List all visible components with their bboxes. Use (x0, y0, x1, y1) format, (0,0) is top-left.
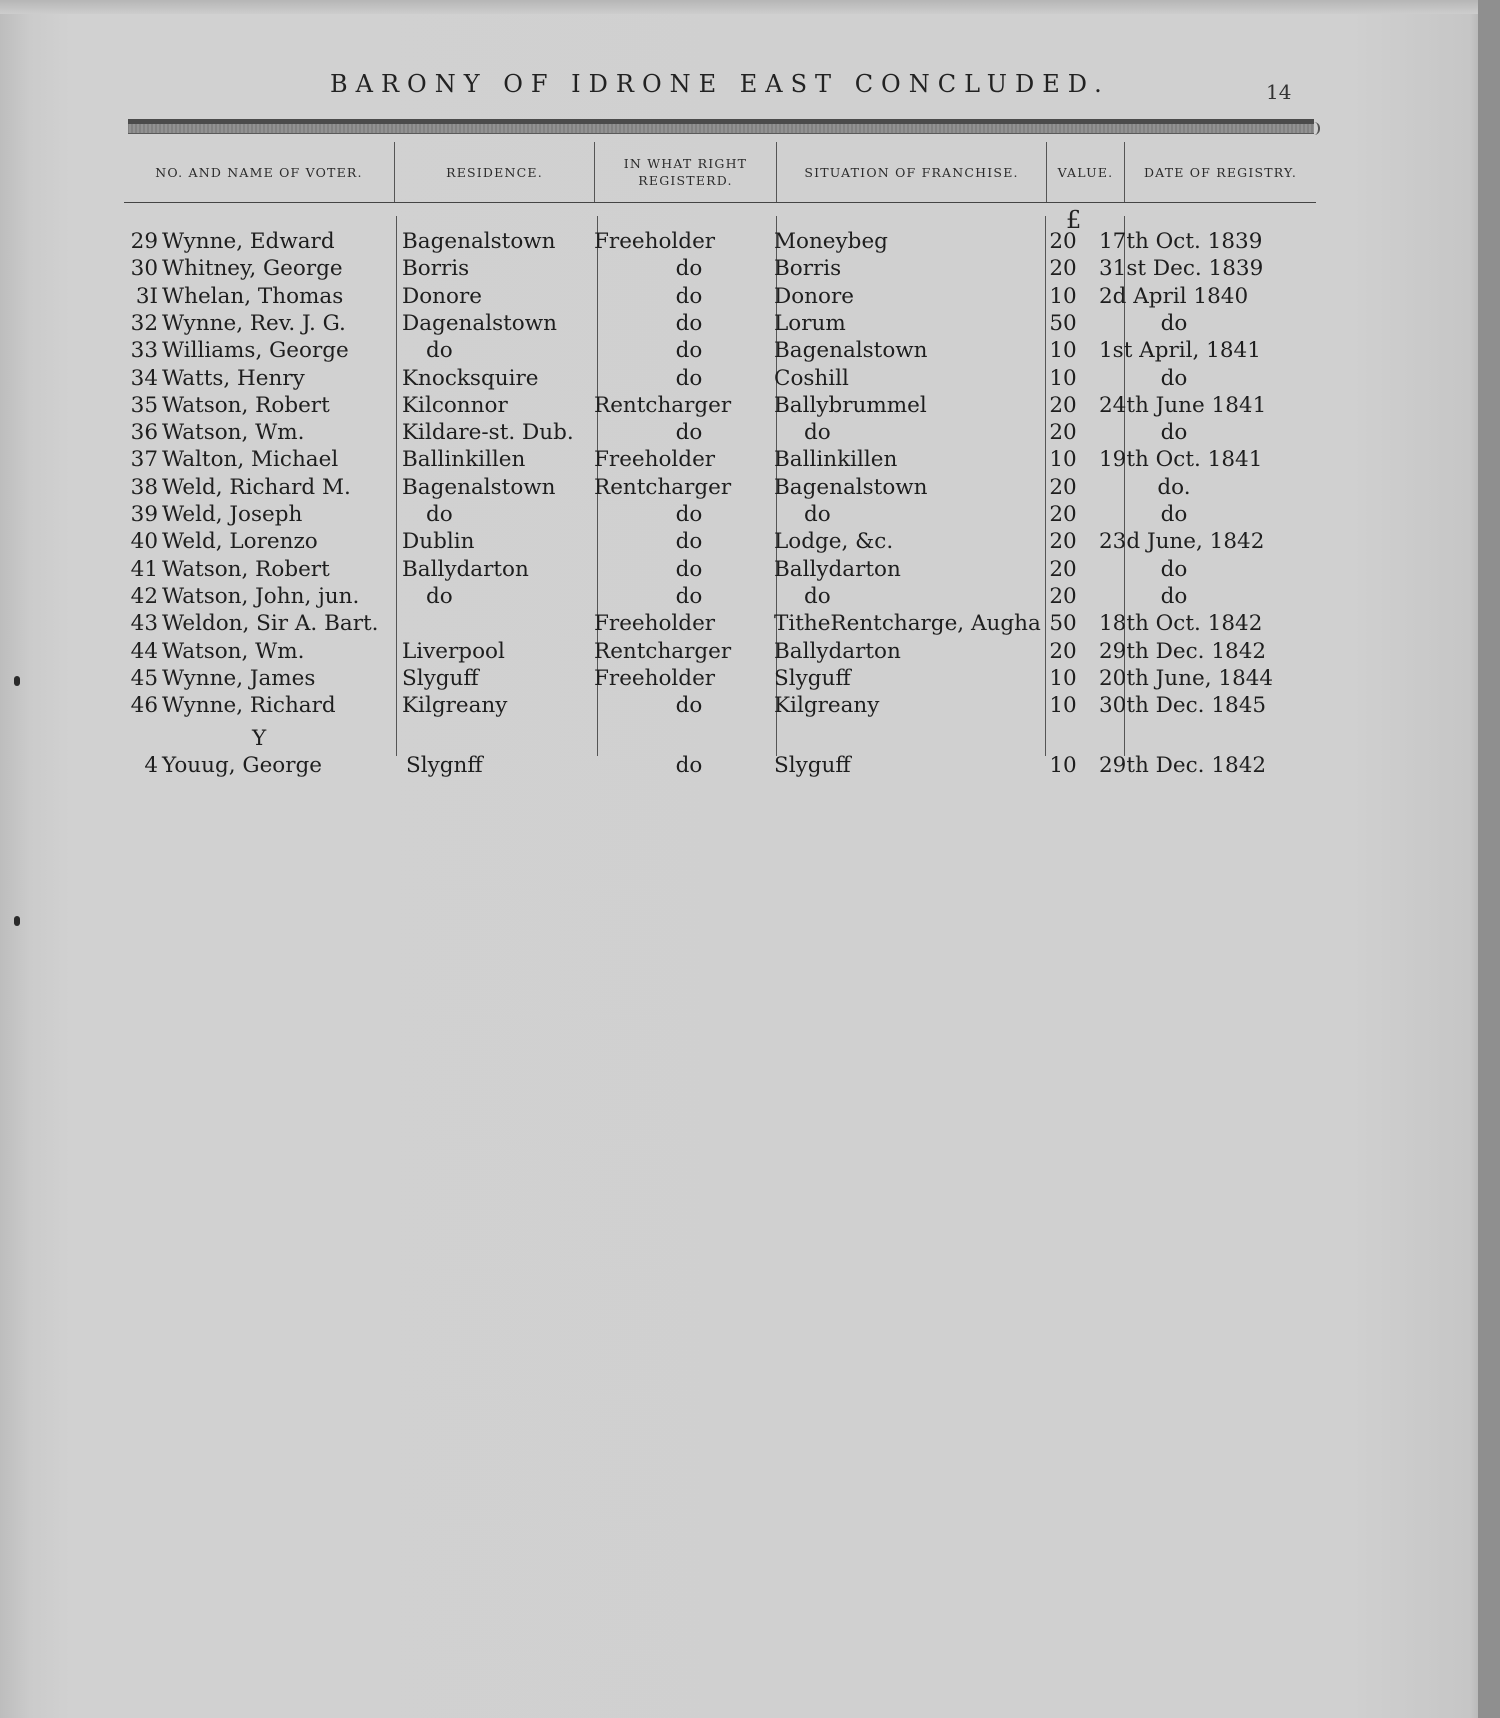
voter-name: Weld, Richard M. (162, 474, 351, 500)
residence: Kilconnor (402, 392, 508, 418)
table-row (124, 310, 1316, 337)
registry-date: 24th June 1841 (1099, 392, 1267, 418)
registration-right: do (675, 310, 703, 336)
registration-right: do (675, 583, 703, 609)
franchise-situation: Bagenalstown (774, 338, 928, 364)
franchise-value: 20 (1049, 256, 1077, 282)
voter-name: Wynne, James (162, 665, 316, 691)
voter-name: Watson, Wm. (162, 638, 305, 664)
registry-date: do (1160, 420, 1188, 446)
table-row (124, 337, 1316, 364)
residence: Ballydarton (402, 556, 529, 582)
residence: Dagenalstown (402, 310, 557, 336)
residence: do (426, 338, 453, 364)
table-row (124, 692, 1316, 719)
column-header-right-line2: REGISTERD. (638, 173, 733, 188)
registry-date: 1st April, 1841 (1099, 338, 1261, 364)
franchise-value: 20 (1049, 392, 1077, 418)
table-row (124, 474, 1316, 501)
registry-date: 19th Oct. 1841 (1099, 447, 1263, 473)
registration-right: Rentcharger (594, 474, 732, 500)
registration-right: Freeholder (594, 665, 716, 691)
franchise-value: 50 (1049, 310, 1077, 336)
registry-date: 29th Dec. 1842 (1099, 753, 1267, 778)
residence: Kildare-st. Dub. (402, 420, 574, 446)
registration-right: do (675, 283, 703, 309)
registry-date: do (1160, 556, 1188, 582)
franchise-value: 10 (1049, 365, 1077, 391)
voter-number: 46 (130, 693, 158, 719)
franchise-situation: TitheRentcharge, Augha (774, 611, 1041, 637)
voter-name: Weld, Joseph (162, 502, 303, 527)
residence: Dublin (402, 529, 475, 555)
voter-name: Watts, Henry (162, 365, 305, 391)
table-row (124, 752, 1316, 779)
binding-hole-mark (14, 916, 20, 926)
residence: Liverpool (402, 638, 505, 664)
voter-number: 34 (130, 365, 158, 391)
voter-name: Weld, Lorenzo (162, 529, 318, 555)
franchise-value: 20 (1049, 502, 1077, 527)
voter-number: 45 (130, 665, 158, 691)
franchise-situation: Donore (774, 283, 854, 309)
voter-name: Watson, Robert (162, 556, 330, 582)
franchise-situation: Lorum (774, 310, 846, 336)
table-row (124, 283, 1316, 310)
registry-date: 30th Dec. 1845 (1099, 693, 1267, 719)
voter-name: Watson, John, jun. (162, 583, 360, 609)
registry-date: 29th Dec. 1842 (1099, 638, 1267, 664)
residence: Borris (402, 256, 470, 282)
column-header-date: DATE OF REGISTRY. (1124, 142, 1316, 202)
franchise-situation: Kilgreany (774, 693, 880, 719)
voter-name: Watson, Wm. (162, 420, 305, 446)
voter-name: Walton, Michael (162, 447, 339, 473)
voter-name: Williams, George (162, 338, 349, 364)
column-header-situation: SITUATION OF FRANCHISE. (776, 142, 1046, 202)
voter-number: 33 (130, 338, 158, 364)
column-header-residence: RESIDENCE. (394, 142, 594, 202)
franchise-situation: Ballinkillen (774, 447, 898, 473)
registry-date: do (1160, 310, 1188, 336)
table-row (124, 638, 1316, 665)
table-row (124, 610, 1316, 637)
voter-name: Whelan, Thomas (162, 283, 344, 309)
table-row (124, 501, 1316, 528)
voter-number: 29 (130, 229, 158, 254)
franchise-value: 10 (1049, 693, 1077, 719)
page-right-edge (1478, 0, 1500, 1718)
registration-right: do (675, 256, 703, 282)
section-letter-row (124, 725, 1316, 752)
column-header-value: VALUE. (1046, 142, 1124, 202)
registry-date: 31st Dec. 1839 (1099, 256, 1264, 282)
table-row (124, 392, 1316, 419)
column-header-right-line1: IN WHAT RIGHT (623, 156, 748, 171)
voter-number: 41 (130, 556, 158, 582)
voter-name: Whitney, George (162, 256, 343, 282)
page-top-edge (0, 0, 1478, 14)
section-letter: Y (252, 726, 267, 751)
voter-number: 43 (130, 611, 158, 637)
franchise-situation: do (804, 583, 831, 609)
residence: Knocksquire (402, 365, 539, 391)
currency-unit: £ (1066, 206, 1082, 234)
table-row (124, 419, 1316, 446)
voter-name: Wynne, Edward (162, 229, 335, 254)
voter-number: 32 (130, 310, 158, 336)
franchise-situation: Ballydarton (774, 556, 901, 582)
registry-date: 20th June, 1844 (1099, 665, 1274, 691)
registration-right: do (675, 365, 703, 391)
voter-table (124, 206, 1316, 788)
residence: Slyguff (402, 665, 479, 691)
column-header-right (594, 142, 776, 202)
registration-right: Rentcharger (594, 392, 732, 418)
registry-date: 17th Oct. 1839 (1099, 229, 1263, 254)
voter-number: 44 (130, 638, 158, 664)
voter-number: 38 (130, 474, 158, 500)
voter-number: 42 (130, 583, 158, 609)
registration-right: do (675, 753, 703, 778)
franchise-value: 20 (1049, 229, 1077, 254)
table-row (124, 228, 1316, 255)
title-rule (128, 119, 1314, 134)
voter-number: 3I (135, 283, 158, 309)
registration-right: do (675, 693, 703, 719)
voter-name: Wynne, Rev. J. G. (162, 310, 346, 336)
voter-name: Watson, Robert (162, 392, 330, 418)
table-row (124, 665, 1316, 692)
franchise-situation: do (804, 502, 831, 527)
page-title: BARONY OF IDRONE EAST CONCLUDED. (330, 70, 1110, 98)
table-row (124, 446, 1316, 473)
registration-right: do (675, 556, 703, 582)
voter-number: 37 (130, 447, 158, 473)
registration-right: Rentcharger (594, 638, 732, 664)
franchise-situation: do (804, 420, 831, 446)
registration-right: do (675, 420, 703, 446)
franchise-value: 20 (1049, 420, 1077, 446)
table-row (124, 365, 1316, 392)
residence: do (426, 502, 453, 527)
franchise-situation: Ballybrummel (774, 392, 927, 418)
residence: Ballinkillen (402, 447, 526, 473)
franchise-situation: Borris (774, 256, 842, 282)
franchise-value: 10 (1049, 447, 1077, 473)
registration-right: Freeholder (594, 447, 716, 473)
registry-date: do (1160, 365, 1188, 391)
franchise-value: 10 (1049, 753, 1077, 778)
page-number: 14 (1266, 80, 1292, 104)
franchise-situation: Bagenalstown (774, 474, 928, 500)
franchise-value: 10 (1049, 283, 1077, 309)
franchise-value: 20 (1049, 529, 1077, 555)
registration-right: Freeholder (594, 611, 716, 637)
franchise-situation: Slyguff (774, 665, 851, 691)
residence: Slygnff (406, 753, 483, 778)
registration-right: do (675, 529, 703, 555)
residence: Bagenalstown (402, 474, 556, 500)
franchise-situation: Ballydarton (774, 638, 901, 664)
voter-number: 35 (130, 392, 158, 418)
residence: do (426, 583, 453, 609)
registration-right: Freeholder (594, 229, 716, 254)
voter-number: 36 (130, 420, 158, 446)
franchise-situation: Slyguff (774, 753, 851, 778)
column-header-voter: NO. AND NAME OF VOTER. (155, 164, 363, 180)
table-row (124, 556, 1316, 583)
voter-number: 4 (144, 753, 158, 778)
franchise-situation: Moneybeg (774, 229, 888, 254)
franchise-value: 10 (1049, 665, 1077, 691)
franchise-situation: Lodge, &c. (774, 529, 894, 555)
voter-name: Youug, George (162, 753, 323, 778)
franchise-value: 20 (1049, 474, 1077, 500)
franchise-value: 20 (1049, 556, 1077, 582)
table-header (124, 142, 1316, 203)
registry-date: 23d June, 1842 (1099, 529, 1265, 555)
residence: Bagenalstown (402, 229, 556, 254)
voter-number: 30 (130, 256, 158, 282)
franchise-value: 20 (1049, 583, 1077, 609)
franchise-value: 50 (1049, 611, 1077, 637)
table-row (124, 528, 1316, 555)
registry-date: do (1160, 583, 1188, 609)
registry-date: 18th Oct. 1842 (1099, 611, 1263, 637)
table-row (124, 255, 1316, 282)
voter-name: Wynne, Richard (162, 693, 336, 719)
registry-date: do (1160, 502, 1188, 527)
table-row (124, 583, 1316, 610)
voter-number: 40 (130, 529, 158, 555)
voter-name: Weldon, Sir A. Bart. (162, 611, 379, 637)
registry-date: do. (1157, 474, 1191, 500)
residence: Kilgreany (402, 693, 508, 719)
franchise-value: 20 (1049, 638, 1077, 664)
residence: Donore (402, 283, 482, 309)
binding-hole-mark (14, 676, 20, 686)
voter-number: 39 (130, 502, 158, 527)
registration-right: do (675, 502, 703, 527)
registration-right: do (675, 338, 703, 364)
registry-date: 2d April 1840 (1099, 283, 1249, 309)
franchise-value: 10 (1049, 338, 1077, 364)
franchise-situation: Coshill (774, 365, 849, 391)
